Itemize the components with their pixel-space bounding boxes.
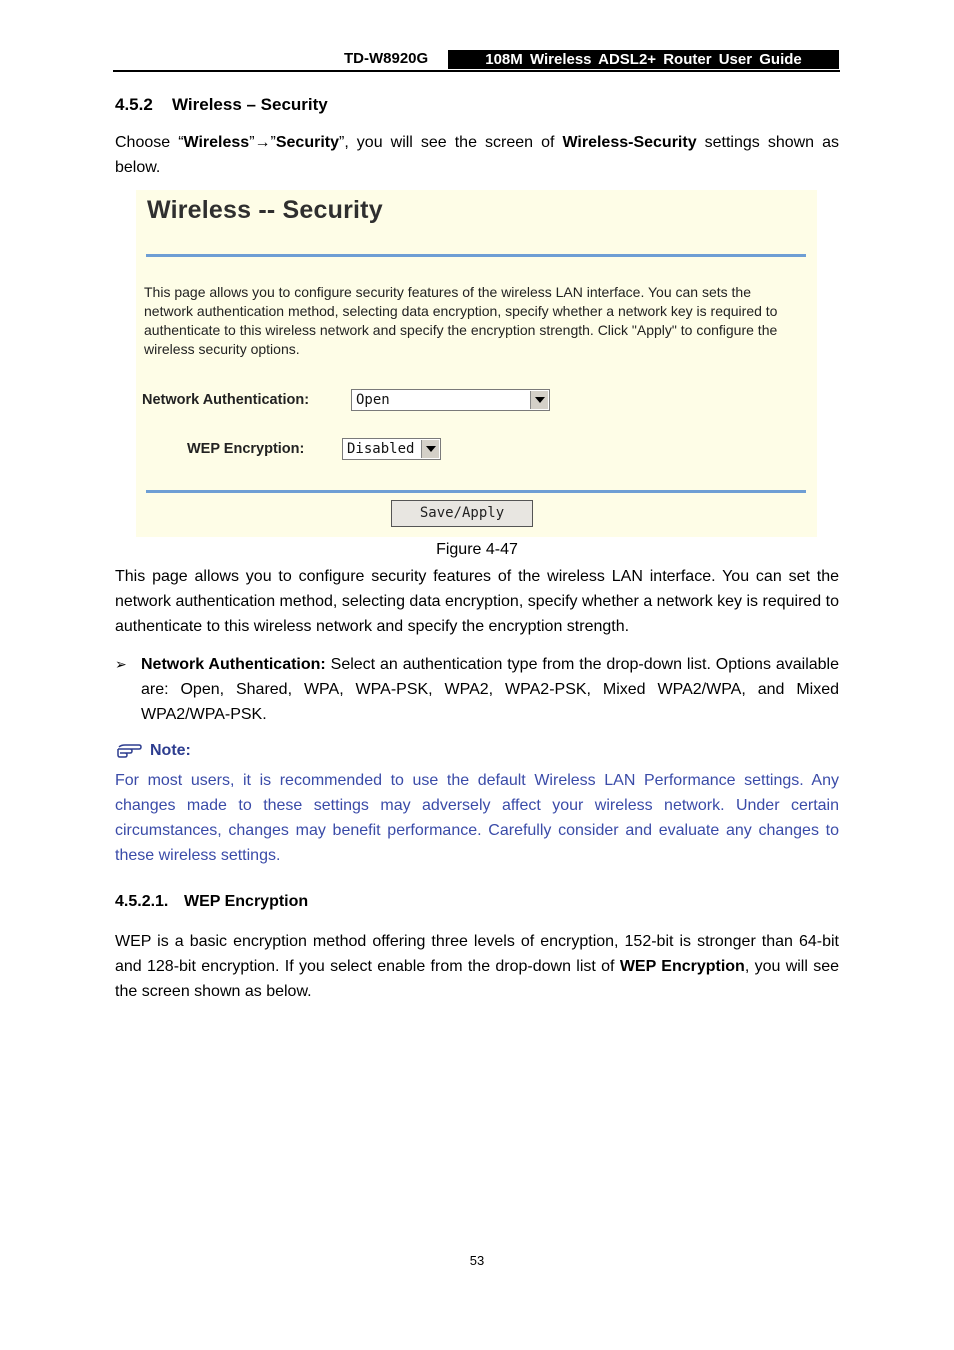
subsection-title [115,893,308,911]
figure-caption: Figure 4-47 [436,541,518,558]
network-authentication-label: Network Authentication: [142,392,310,408]
figure-page-title: Wireless -- Security [147,196,383,224]
note-text: For most users, it is recommended to use the default Wireless LAN Performance settings. Any changes made to these settings may adversely affect your wireless network. Under certain circumstances, changes may benefit performance. Carefully consider and evaluate any changes to these wireless settings. [115,772,839,864]
figure-top-rule [146,254,806,257]
pointing-hand-icon [116,740,142,760]
intro-text-5: settings shown as below. [115,134,839,176]
intro-text-3: ” [270,134,276,151]
intro-bold-wireless: Wireless [183,134,250,151]
subsection-title-text: WEP Encryption [184,893,309,910]
subsection-number: 4.5.2.1. [115,893,169,910]
note-label: Note: [150,742,191,759]
arrow-icon: → [254,134,271,151]
network-authentication-value: Open [356,392,390,408]
page-number: 53 [469,1253,485,1268]
figure-bottom-rule [146,490,806,493]
chevron-down-icon[interactable] [421,440,439,458]
body-paragraph: This page allows you to configure security features of the wireless LAN interface. You can set the network authentication method, selecting data encryption, specify whether a network key is required to authenticate to this wireless network and specify the encryption strength. [115,568,839,635]
chevron-down-icon[interactable] [530,391,548,409]
figure-description: This page allows you to configure security features of the wireless LAN interface. You can sets the network authentication method, selecting data encryption, specify whether a network key is required to authenticate to this wireless network and specify the encryption strength. Click "Apply" to configure the wireless security options. [144,284,778,357]
wep-encryption-value: Disabled [347,441,415,457]
network-authentication-select[interactable] [351,389,550,411]
intro-bold-security: Security [275,134,339,151]
wep-paragraph [115,929,839,1004]
header-rule [113,70,840,72]
intro-text-4: ”, you will see the screen of [338,134,563,151]
wep-bold-encryption: WEP Encryption [619,958,745,975]
wep-text-2: , you will see the screen shown as below. [115,958,840,1000]
section-number: 4.5.2 [115,95,153,114]
intro-text-2: ” [249,134,255,151]
header-guide-title: 108M Wireless ADSL2+ Router User Guide [448,50,839,69]
section-title [115,95,328,115]
wireless-security-screenshot [136,190,817,537]
wep-encryption-label: WEP Encryption: [187,441,305,457]
intro-paragraph [115,130,839,180]
intro-text-1: Choose “ [115,134,184,151]
intro-bold-wireless-security: Wireless-Security [562,134,697,151]
header-model: TD-W8920G [344,50,429,67]
bullet-arrow-icon: ➢ [115,656,127,672]
bullet-network-authentication [141,652,839,727]
save-apply-button[interactable]: Save/Apply [391,500,533,527]
wep-text-1: WEP is a basic encryption method offering three levels of encryption, 152-bit is stronger than 64-bit and 128-bit encryption. If you select enable from the drop-down list of [115,933,839,975]
section-title-text: Wireless – Security [172,95,328,114]
bullet-term: Network Authentication: [141,656,326,673]
wep-encryption-select[interactable] [342,438,441,460]
bullet-text: Select an authentication type from the drop-down list. Options available are: Open, Shared, WPA, WPA-PSK, WPA2, WPA2-PSK, Mixed WPA2/WPA, and Mixed WPA2/WPA-PSK. [141,656,840,723]
